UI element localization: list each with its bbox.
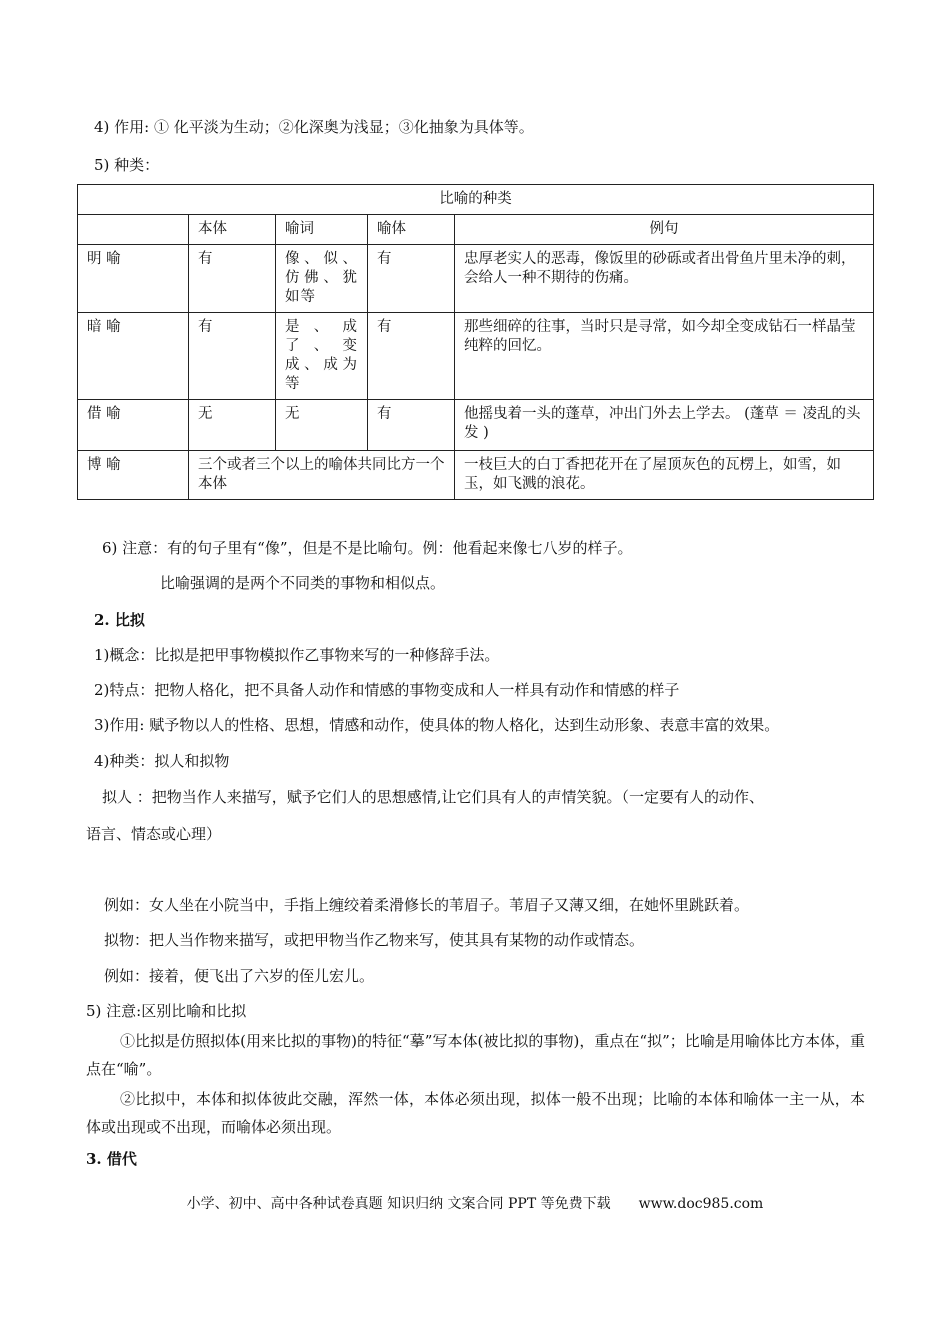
table-title: 比喻的种类 (78, 185, 874, 215)
line-example-2: 例如：接着，便飞出了六岁的侄儿宏儿。 (104, 967, 375, 985)
row-yuti: 有 (368, 400, 455, 451)
line-feature: 2)特点：把物人格化，把不具备人动作和情感的事物变成和人一样具有动作和情感的样子 (94, 681, 680, 699)
section-heading-metonymy: 3. 借代 (86, 1150, 137, 1168)
line-kinds: 4)种类：拟人和拟物 (94, 752, 230, 770)
row-name: 借 喻 (78, 400, 189, 451)
table-row (78, 313, 874, 400)
header-example: 例句 (455, 215, 874, 245)
row-benti: 无 (189, 400, 276, 451)
table-row (78, 451, 874, 500)
table-row (78, 245, 874, 313)
row-yuci: 像、似、仿佛、犹如等 (276, 245, 368, 313)
header-yuti: 喻体 (368, 215, 455, 245)
row-yuti: 有 (368, 313, 455, 400)
page-footer (0, 1193, 950, 1213)
line-concept: 1)概念：比拟是把甲事物模拟作乙事物来写的一种修辞手法。 (94, 646, 500, 664)
footer-text: 小学、初中、高中各种试卷真题 知识归纳 文案合同 PPT 等免费下载 (186, 1196, 611, 1212)
header-empty (78, 215, 189, 245)
line-personify-1: 拟人 ：把物当作人来描写，赋予它们人的思想感情,让它们具有人的声情笑貌。（一定要有人的动作、 (102, 788, 765, 806)
paragraph-point-2: ②比拟中，本体和拟体彼此交融，浑然一体，本体必须出现，拟体一般不出现；比喻的本体和喻体一主一从，本体或出现或不出现，而喻体必须出现。 (86, 1090, 865, 1136)
row-example: 他摇曳着一头的蓬草，冲出门外去上学去。 (蓬草 ＝ 凌乱的头发 ) (455, 400, 874, 451)
row-yuti: 有 (368, 245, 455, 313)
line-note-distinguish: 5) 注意:区别比喻和比拟 (86, 1002, 247, 1020)
table-header-row (78, 215, 874, 245)
line-personify-2: 语言、情态或心理） (86, 825, 222, 843)
row-name: 明 喻 (78, 245, 189, 313)
line-function: 4) 作用: ① 化平淡为生动；②化深奥为浅显；③化抽象为具体等。 (94, 118, 534, 136)
line-types: 5) 种类： (94, 156, 160, 174)
line-objectify: 拟物：把人当作物来描写，或把甲物当作乙物来写，使其具有某物的动作或情态。 (104, 931, 645, 949)
header-benti: 本体 (189, 215, 276, 245)
paragraph-point-1: ①比拟是仿照拟体(用来比拟的事物)的特征“摹”写本体(被比拟的事物)，重点在“拟”；比喻是用喻体比方本体，重点在“喻”。 (86, 1032, 865, 1078)
row-yuci: 无 (276, 400, 368, 451)
table-row (78, 400, 874, 451)
row-name: 博 喻 (78, 451, 189, 500)
simile-types-table (77, 184, 874, 500)
line-effect: 3)作用: 赋予物以人的性格、思想，情感和动作，使具体的物人格化，达到生动形象、表意丰富的效果。 (94, 716, 780, 734)
row-benti: 有 (189, 313, 276, 400)
footer-url[interactable]: www.doc985.com (638, 1196, 764, 1212)
row-example: 一枝巨大的白丁香把花开在了屋顶灰色的瓦楞上，如雪，如玉，如飞溅的浪花。 (455, 451, 874, 500)
row-example: 忠厚老实人的恶毒，像饭里的砂砾或者出骨鱼片里未净的刺，会给人一种不期待的伤痛。 (455, 245, 874, 313)
line-example-1: 例如：女人坐在小院当中，手指上缠绞着柔滑修长的苇眉子。苇眉子又薄又细，在她怀里跳跃着。 (104, 896, 750, 914)
section-heading-personification: 2. 比拟 (94, 611, 145, 629)
row-benti: 有 (189, 245, 276, 313)
row-name: 暗 喻 (78, 313, 189, 400)
row-merged-description: 三个或者三个以上的喻体共同比方一个本体 (189, 451, 455, 500)
header-yuci: 喻词 (276, 215, 368, 245)
row-example: 那些细碎的往事，当时只是寻常，如今却全变成钻石一样晶莹纯粹的回忆。 (455, 313, 874, 400)
line-note-simile-2: 比喻强调的是两个不同类的事物和相似点。 (160, 574, 446, 592)
row-yuci: 是 、 成 了 、 变 成、成为等 (276, 313, 368, 400)
line-note-simile: 6) 注意：有的句子里有“像”，但是不是比喻句。例：他看起来像七八岁的样子。 (102, 539, 633, 557)
